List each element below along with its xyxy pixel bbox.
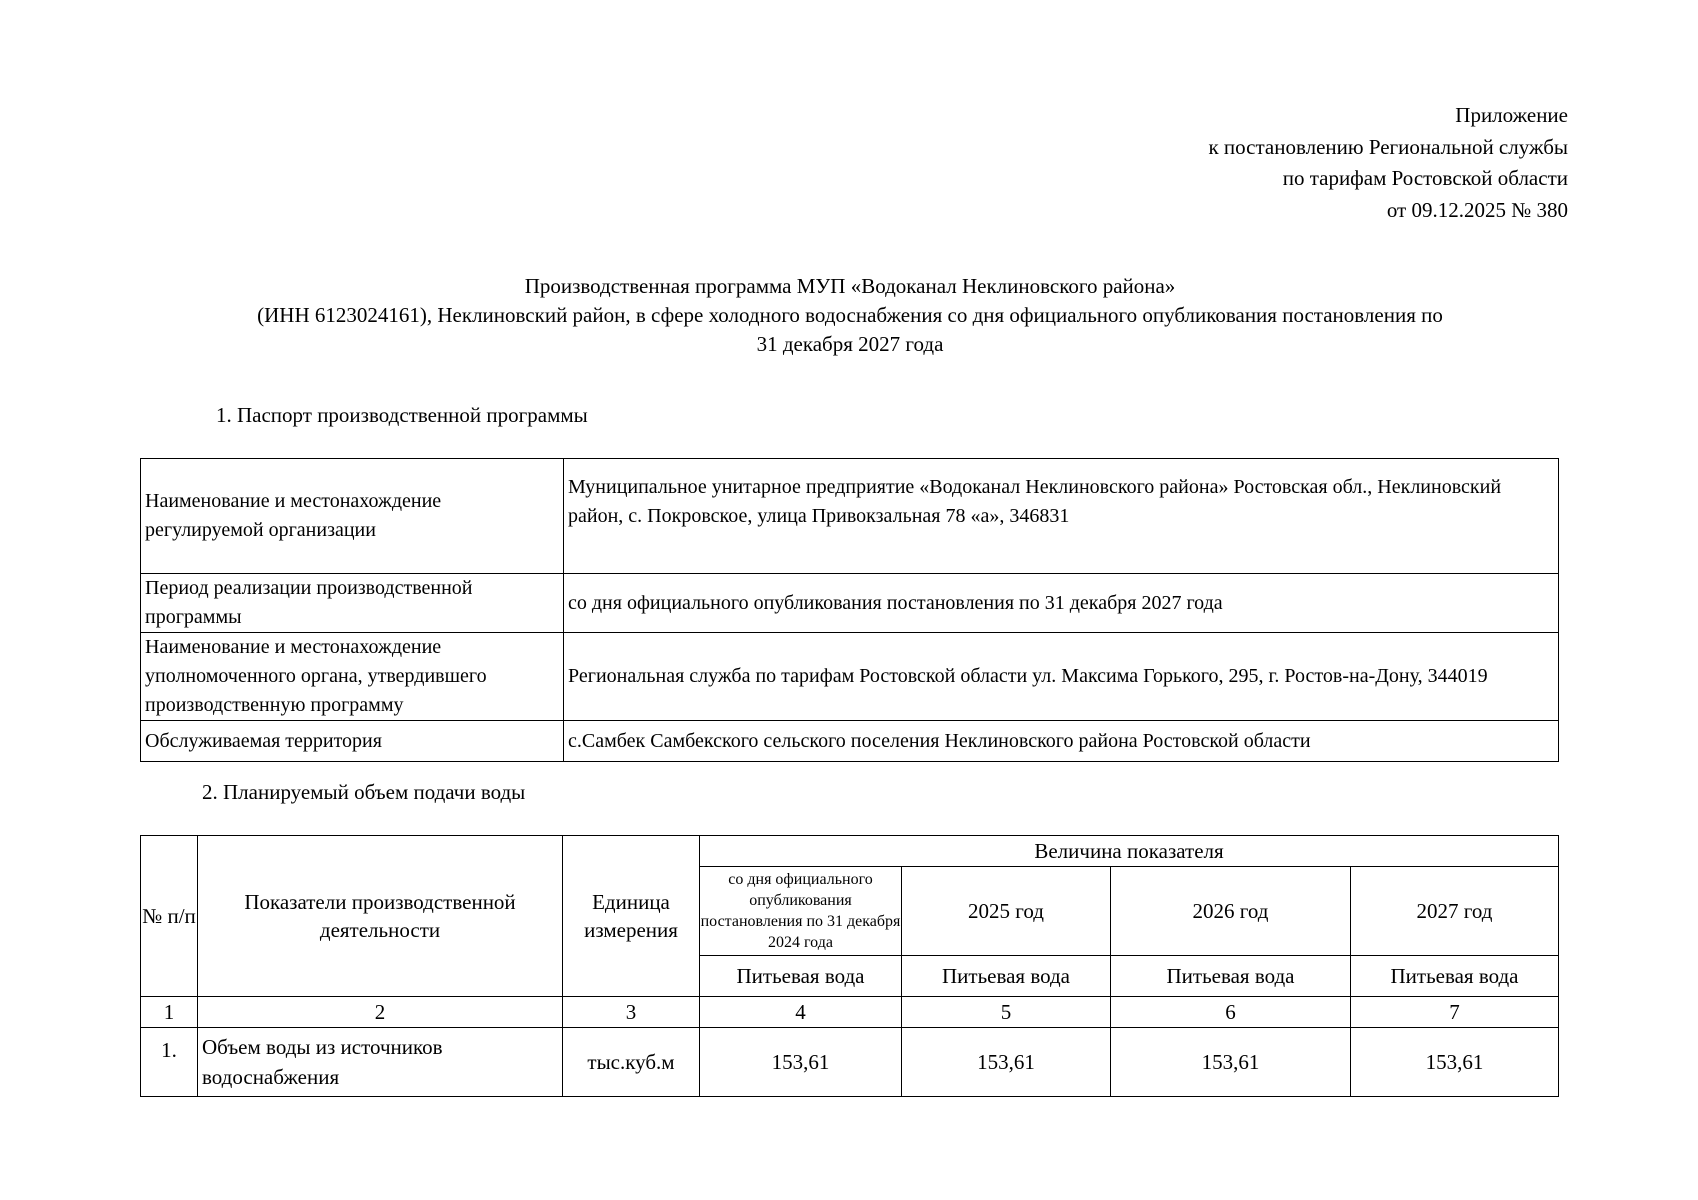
row-value: 153,61 xyxy=(700,1028,902,1097)
section-heading-passport: 1. Паспорт производственной программы xyxy=(216,403,588,427)
period-header: 2025 год xyxy=(902,867,1111,956)
water-type-header: Питьевая вода xyxy=(902,956,1111,997)
column-number: 6 xyxy=(1111,997,1351,1028)
row-value: 153,61 xyxy=(902,1028,1111,1097)
passport-label: Период реализации производственной программы xyxy=(141,574,564,633)
appendix-line: по тарифам Ростовской области xyxy=(1282,166,1568,190)
table-row xyxy=(141,1028,1559,1097)
table-row xyxy=(141,574,1559,633)
column-number: 7 xyxy=(1351,997,1559,1028)
passport-label: Наименование и местонахождение регулируемой организации xyxy=(141,459,564,574)
column-number: 3 xyxy=(563,997,700,1028)
water-type-header: Питьевая вода xyxy=(1351,956,1559,997)
passport-value: с.Самбек Самбекского сельского поселения Неклиновского района Ростовской области xyxy=(564,721,1559,762)
row-unit: тыс.куб.м xyxy=(563,1028,700,1097)
table-row xyxy=(141,633,1559,721)
row-number: 1. xyxy=(141,1028,198,1097)
column-number: 2 xyxy=(198,997,563,1028)
column-number: 5 xyxy=(902,997,1111,1028)
water-type-header: Питьевая вода xyxy=(1111,956,1351,997)
column-number-row xyxy=(141,997,1559,1028)
water-type-header: Питьевая вода xyxy=(700,956,902,997)
column-number: 4 xyxy=(700,997,902,1028)
column-number: 1 xyxy=(141,997,198,1028)
passport-value: со дня официального опубликования постановления по 31 декабря 2027 года xyxy=(564,574,1559,633)
document-title xyxy=(140,272,1560,359)
period-header: 2027 год xyxy=(1351,867,1559,956)
title-line: Производственная программа МУП «Водоканал Неклиновского района» xyxy=(524,274,1176,298)
period-header: со дня официального опубликования постановления по 31 декабря 2024 года xyxy=(700,867,902,956)
row-value: 153,61 xyxy=(1111,1028,1351,1097)
section-heading-volume: 2. Планируемый объем подачи воды xyxy=(202,780,526,804)
appendix-line: Приложение xyxy=(1455,103,1568,127)
table-row xyxy=(141,459,1559,574)
title-line: (ИНН 6123024161), Неклиновский район, в сфере холодного водоснабжения со дня официального опубликования постановления по xyxy=(257,303,1443,327)
table-header-row xyxy=(141,836,1559,867)
title-line: 31 декабря 2027 года xyxy=(756,332,944,356)
col-header-unit: Единица измерения xyxy=(563,836,700,997)
table-row xyxy=(141,721,1559,762)
row-indicator: Объем воды из источников водоснабжения xyxy=(198,1028,563,1097)
appendix-line: от 09.12.2025 № 380 xyxy=(1386,197,1568,222)
passport-label: Обслуживаемая территория xyxy=(141,721,564,762)
col-header-indicator: Показатели производственной деятельности xyxy=(198,836,563,997)
appendix-line: к постановлению Региональной службы xyxy=(1208,134,1568,159)
passport-value: Региональная служба по тарифам Ростовской области ул. Максима Горького, 295, г. Ростов-на-Дону, 344019 xyxy=(564,633,1559,721)
row-value: 153,61 xyxy=(1351,1028,1559,1097)
appendix-header xyxy=(1208,100,1568,226)
passport-value: Муниципальное унитарное предприятие «Водоканал Неклиновского района» Ростовская обл., Неклиновский район, с. Покровское, улица Привокзальная 78 «а», 346831 xyxy=(564,459,1559,574)
group-header-value: Величина показателя xyxy=(700,836,1559,867)
passport-label: Наименование и местонахождение уполномоченного органа, утвердившего производственную программу xyxy=(141,633,564,721)
water-volume-table xyxy=(140,835,1559,1097)
period-header: 2026 год xyxy=(1111,867,1351,956)
col-header-number: № п/п xyxy=(141,836,198,997)
passport-table xyxy=(140,458,1559,762)
